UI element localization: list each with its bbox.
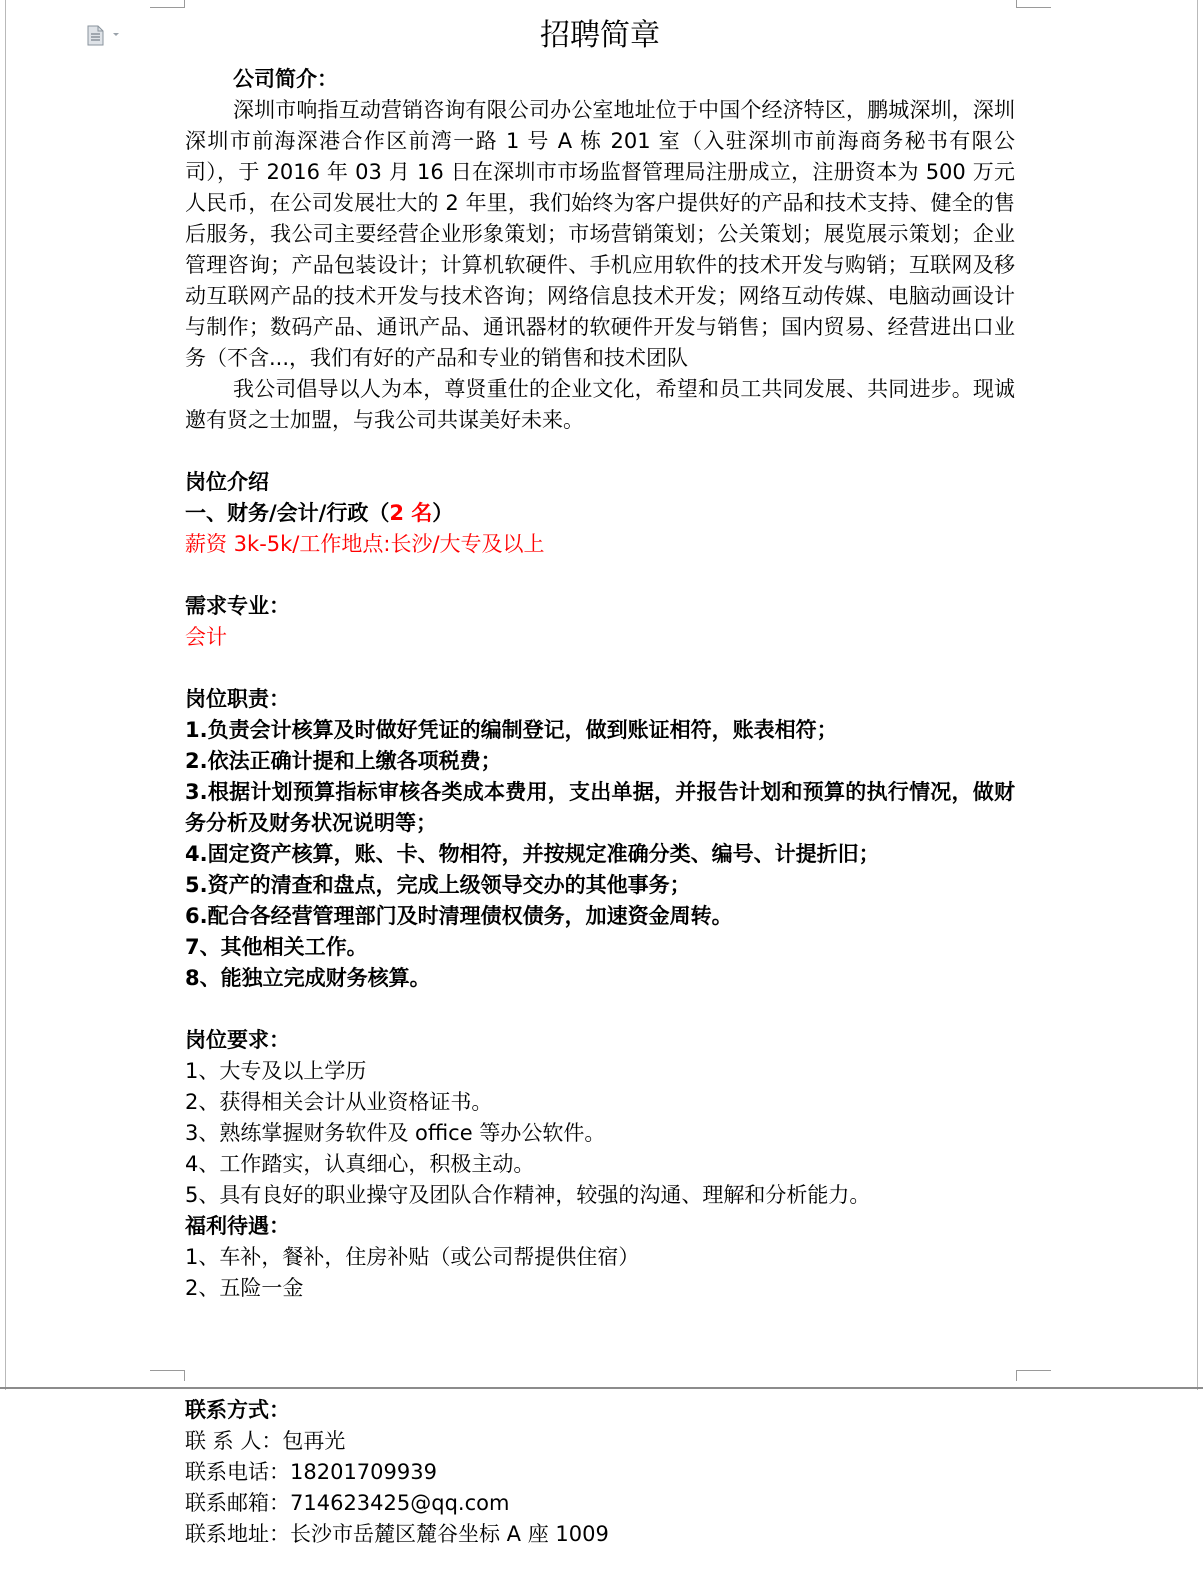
position-count: 2 名: [389, 501, 433, 525]
page-title: 招聘简章: [540, 18, 660, 53]
document-body: [185, 16, 1015, 1304]
contact-heading: 联系方式：: [185, 1398, 290, 1422]
margin-mark-bottom-right: [1016, 1370, 1051, 1381]
requirement-item: 1、大专及以上学历: [185, 1059, 367, 1083]
document-icon: [87, 25, 127, 47]
requirements-heading: 岗位要求：: [185, 1028, 290, 1052]
benefit-item: 1、车补，餐补，住房补贴（或公司帮提供住宿）: [185, 1245, 640, 1269]
duty-item: 7、其他相关工作。: [185, 935, 368, 959]
duty-item: 5.资产的清查和盘点，完成上级领导交办的其他事务；: [185, 873, 691, 897]
margin-mark-top-left: [150, 0, 185, 8]
contact-person: 联 系 人：包再光: [185, 1429, 346, 1453]
margin-mark-top-right: [1016, 0, 1051, 8]
contact-phone: 联系电话：18201709939: [185, 1460, 437, 1484]
benefits-heading: 福利待遇：: [185, 1214, 290, 1238]
dropdown-arrow-icon: [113, 33, 119, 36]
contact-email: 联系邮箱：714623425@qq.com: [185, 1491, 510, 1515]
page-left-edge: [5, 0, 6, 1390]
position-heading: 岗位介绍: [185, 470, 269, 494]
requirement-item: 5、具有良好的职业操守及团队合作精神，较强的沟通、理解和分析能力。: [185, 1183, 871, 1207]
requirement-item: 3、熟练掌握财务软件及 office 等办公软件。: [185, 1121, 606, 1145]
intro-heading: 公司简介：: [233, 67, 338, 91]
duty-item: 8、能独立完成财务核算。: [185, 966, 431, 990]
intro-paragraph-1: 深圳市响指互动营销咨询有限公司办公室地址位于中国个经济特区，鹏城深圳，深圳 深圳市前海深港合作区前湾一路 1 号 A 栋 201 室（入驻深圳市前海商务秘书有限公司），于 2016 年 03 月 16 日在深圳市市场监督管理局注册成立，注册资本为 500 万元人民币，在公司发展壮大的 2 年里，我们始终为客户提供好的产品和技术支持、健全的售后服务，我公司主要经营企业形象策划；市场营销策划；公关策划；展览展示策划；企业管理咨询；产品包装设计；计算机软硬件、手机应用软件的技术开发与购销；互联网及移动互联网产品的技术开发与技术咨询；网络信息技术开发；网络互动传媒、电脑动画设计与制作；数码产品、通讯产品、通讯器材的软硬件开发与销售；国内贸易、经营进出口业务（不含...，我们有好的产品和专业的销售和技术团队: [185, 98, 1015, 370]
contact-address: 联系地址：长沙市岳麓区麓谷坐标 A 座 1009: [185, 1522, 609, 1546]
duty-item: 6.配合各经营管理部门及时清理债权债务，加速资金周转。: [185, 904, 733, 928]
page-right-edge: [1197, 0, 1198, 1390]
benefit-item: 2、五险一金: [185, 1276, 304, 1300]
paste-options-button[interactable]: [87, 25, 127, 47]
duty-item: 1.负责会计核算及时做好凭证的编制登记，做到账证相符，账表相符；: [185, 718, 838, 742]
page-break-line: [0, 1387, 1203, 1389]
intro-paragraph-2: 我公司倡导以人为本，尊贤重仕的企业文化，希望和员工共同发展、共同进步。现诚邀有贤之士加盟，与我公司共谋美好未来。: [185, 377, 1015, 432]
position-salary: 薪资 3k-5k/工作地点:长沙/大专及以上: [185, 532, 545, 556]
position-title: 一、财务/会计/行政（2 名）: [185, 501, 454, 525]
major-heading: 需求专业：: [185, 594, 290, 618]
requirement-item: 2、获得相关会计从业资格证书。: [185, 1090, 493, 1114]
major-value: 会计: [185, 625, 227, 649]
requirement-item: 4、工作踏实，认真细心，积极主动。: [185, 1152, 535, 1176]
duty-item: 4.固定资产核算，账、卡、物相符，并按规定准确分类、编号、计提折旧；: [185, 842, 880, 866]
duty-item: 3.根据计划预算指标审核各类成本费用，支出单据，并报告计划和预算的执行情况，做财务分析及财务状况说明等；: [185, 780, 1015, 835]
duty-item: 2.依法正确计提和上缴各项税费；: [185, 749, 502, 773]
duties-heading: 岗位职责：: [185, 687, 290, 711]
margin-mark-bottom-left: [150, 1370, 185, 1381]
contact-section: [185, 1395, 1015, 1550]
